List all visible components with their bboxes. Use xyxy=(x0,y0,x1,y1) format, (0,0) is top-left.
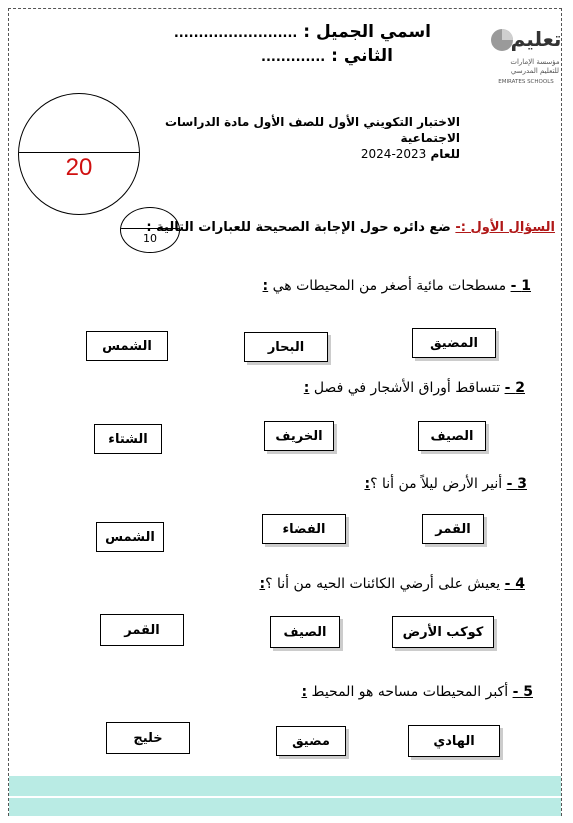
question-colon: : xyxy=(259,576,266,592)
exam-year-prefix: للعام xyxy=(430,147,460,161)
exam-title xyxy=(150,114,460,162)
section-score: 10 xyxy=(143,232,157,245)
total-score: 20 xyxy=(65,154,93,181)
section-instruction: ضع دائره حول الإجابة الصحيحة للعبارات التالية : xyxy=(146,220,456,235)
name-dots: ......................... xyxy=(173,26,298,41)
logo-mark-icon xyxy=(480,12,560,92)
question-text: أكبر المحيطات مساحه هو المحيط xyxy=(307,684,513,700)
question-number: 1 - xyxy=(510,278,531,294)
score-divider xyxy=(19,152,139,153)
class-dots: ............. xyxy=(261,50,326,65)
question-colon: : xyxy=(262,278,269,294)
answer-option[interactable]: كوكب الأرض xyxy=(392,616,494,648)
answer-option[interactable]: الشمس xyxy=(86,331,168,361)
question-colon: : xyxy=(301,684,308,700)
class-label: الثاني : xyxy=(331,46,393,66)
question-3 xyxy=(364,476,527,492)
name-label: اسمي الجميل : xyxy=(303,22,431,42)
question-2 xyxy=(304,380,525,396)
logo-line3: EMIRATES SCHOOLS xyxy=(498,79,554,85)
exam-title-line2 xyxy=(150,146,460,162)
question-number: 2 - xyxy=(504,380,525,396)
answer-option[interactable]: الخريف xyxy=(264,421,334,451)
exam-year: 2023-2024 xyxy=(360,147,427,161)
question-4 xyxy=(259,576,525,592)
answer-option[interactable]: الفضاء xyxy=(262,514,346,544)
answer-option[interactable]: الصيف xyxy=(418,421,486,451)
question-number: 4 - xyxy=(504,576,525,592)
section-heading xyxy=(146,220,555,235)
logo-line2: للتعليم المدرسي xyxy=(510,67,560,75)
question-colon: : xyxy=(364,476,371,492)
logo-line1: مؤسسة الإمارات xyxy=(510,58,560,66)
answer-option[interactable]: الصيف xyxy=(270,616,340,648)
answer-option[interactable]: الشمس xyxy=(96,522,164,552)
answer-option[interactable]: القمر xyxy=(422,514,484,544)
question-colon: : xyxy=(303,380,310,396)
answer-option[interactable]: الهادي xyxy=(408,725,500,757)
name-line xyxy=(174,22,431,42)
question-text: تتساقط أوراق الأشجار في فصل xyxy=(309,380,505,396)
total-score-circle xyxy=(18,93,140,215)
question-text: أنير الأرض ليلاً من أنا ؟ xyxy=(370,476,507,492)
answer-option[interactable]: الشتاء xyxy=(94,424,162,454)
answer-option[interactable]: البحار xyxy=(244,332,328,362)
question-number: 5 - xyxy=(512,684,533,700)
footer-stripe xyxy=(9,796,561,798)
class-line xyxy=(261,46,393,66)
question-number: 3 - xyxy=(506,476,527,492)
answer-option[interactable]: القمر xyxy=(100,614,184,646)
answer-option[interactable]: خليج xyxy=(106,722,190,754)
section-label: السؤال الأول :- xyxy=(455,220,555,235)
logo-brand: تعليم xyxy=(510,27,560,51)
footer-band xyxy=(9,776,561,816)
answer-option[interactable]: مضيق xyxy=(276,726,346,756)
question-1 xyxy=(263,278,531,294)
answer-option[interactable]: المضيق xyxy=(412,328,496,358)
question-5 xyxy=(301,684,533,700)
exam-title-line1: الاختبار التكويني الأول للصف الأول مادة الدراسات الاجتماعية xyxy=(164,115,460,145)
question-text: مسطحات مائية أصغر من المحيطات هي xyxy=(268,278,511,294)
school-logo xyxy=(480,12,560,92)
question-text: يعيش على أرضي الكائنات الحيه من أنا ؟ xyxy=(265,576,505,592)
